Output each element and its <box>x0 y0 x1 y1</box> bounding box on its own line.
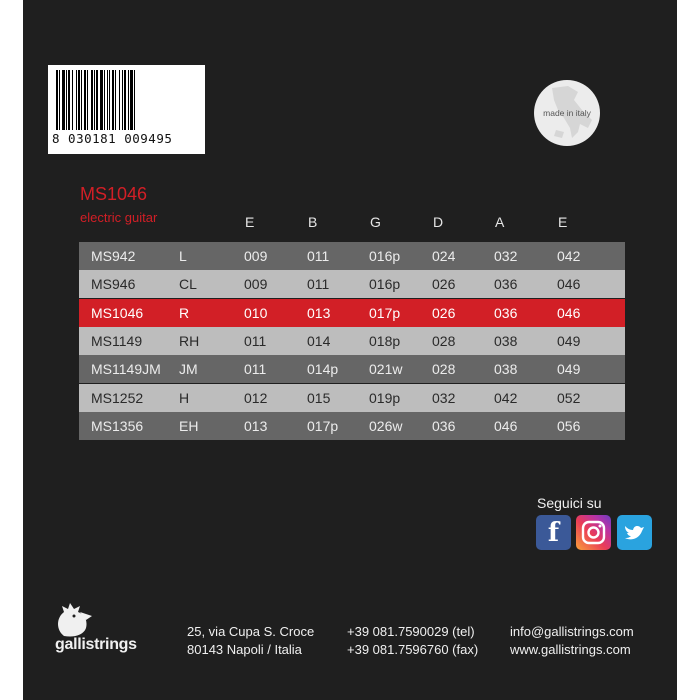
string-header: G <box>370 214 381 230</box>
gauge-cell: 046 <box>557 276 581 293</box>
gauge-cell: 038 <box>494 332 518 349</box>
gauge-cell: 042 <box>494 389 518 406</box>
gauge-table <box>79 242 625 440</box>
brand-name: gallistrings <box>55 636 137 653</box>
rooster-logo-icon <box>50 600 110 640</box>
code-cell: L <box>179 248 187 264</box>
barcode <box>48 65 205 154</box>
gauge-cell: 026 <box>432 276 456 293</box>
code-cell: JM <box>179 361 198 378</box>
twitter-icon[interactable] <box>617 515 652 550</box>
barcode-bars <box>54 70 199 132</box>
code-cell: RH <box>179 332 200 349</box>
phone-fax: +39 081.7596760 (fax) <box>347 642 479 657</box>
gauge-cell: 028 <box>432 332 456 349</box>
gauge-cell: 017p <box>307 417 339 434</box>
code-cell: CL <box>179 276 197 293</box>
social-label: Seguici su <box>537 495 602 511</box>
address-line-2: 80143 Napoli / Italia <box>187 642 302 657</box>
gauge-cell: 032 <box>494 248 518 264</box>
phone-tel: +39 081.7590029 (tel) <box>347 624 475 639</box>
string-header: D <box>433 214 444 230</box>
string-header: E <box>245 214 255 230</box>
gauge-cell: 009 <box>244 276 268 293</box>
gauge-cell: 056 <box>557 417 581 434</box>
table-row <box>79 412 625 440</box>
gauge-cell: 014p <box>307 361 339 378</box>
model-cell: MS1149JM <box>91 361 161 378</box>
gauge-cell: 016p <box>369 248 401 264</box>
code-cell: H <box>179 389 190 406</box>
table-row <box>79 299 625 327</box>
model-cell: MS1149 <box>91 332 143 349</box>
model-cell: MS942 <box>91 248 136 264</box>
model-cell: MS1252 <box>91 389 144 406</box>
gauge-cell: 014 <box>307 332 331 349</box>
table-row <box>79 270 625 298</box>
gauge-cell: 018p <box>369 332 401 349</box>
gauge-cell: 009 <box>244 248 268 264</box>
facebook-icon[interactable] <box>536 515 571 550</box>
made-in-italy-badge <box>534 80 600 146</box>
table-row <box>79 242 625 270</box>
model-cell: MS946 <box>91 276 136 293</box>
gauge-cell: 011 <box>244 361 267 378</box>
table-row <box>79 327 625 355</box>
code-cell: R <box>179 304 190 321</box>
gauge-cell: 026w <box>369 417 403 434</box>
string-header: A <box>495 214 505 230</box>
gauge-cell: 049 <box>557 332 581 349</box>
gauge-cell: 019p <box>369 389 401 406</box>
instagram-icon[interactable] <box>576 515 611 550</box>
gauge-cell: 013 <box>244 417 268 434</box>
gauge-cell: 028 <box>432 361 456 378</box>
table-row <box>79 384 625 412</box>
gauge-cell: 012 <box>244 389 268 406</box>
gauge-cell: 036 <box>494 304 518 321</box>
gauge-cell: 011 <box>307 276 330 293</box>
model-cell: MS1046 <box>91 304 144 321</box>
gauge-cell: 024 <box>432 248 456 264</box>
table-row <box>79 355 625 383</box>
model-title: MS1046 <box>80 184 148 204</box>
string-header: B <box>308 214 318 230</box>
code-cell: EH <box>179 417 199 434</box>
model-cell: MS1356 <box>91 417 144 434</box>
gauge-cell: 049 <box>557 361 581 378</box>
gauge-cell: 021w <box>369 361 403 378</box>
string-header: E <box>558 214 568 230</box>
instagram-glyph <box>576 515 611 550</box>
address-line-1: 25, via Cupa S. Croce <box>187 624 315 639</box>
twitter-bird-glyph <box>617 515 652 550</box>
email-link[interactable]: info@gallistrings.com <box>510 624 634 639</box>
gauge-cell: 038 <box>494 361 518 378</box>
gauge-cell: 015 <box>307 389 331 406</box>
website-link[interactable]: www.gallistrings.com <box>510 642 631 657</box>
gauge-cell: 011 <box>244 332 267 349</box>
gauge-cell: 013 <box>307 304 331 321</box>
facebook-letter: f <box>547 518 560 548</box>
gauge-cell: 016p <box>369 276 401 293</box>
gauge-cell: 011 <box>307 248 330 264</box>
gauge-cell: 042 <box>557 248 581 264</box>
gauge-cell: 046 <box>494 417 518 434</box>
gauge-cell: 052 <box>557 389 581 406</box>
gauge-cell: 046 <box>557 304 581 321</box>
gauge-cell: 017p <box>369 304 401 321</box>
gauge-cell: 036 <box>432 417 456 434</box>
gauge-cell: 032 <box>432 389 456 406</box>
barcode-number: 8 030181 009495 <box>52 131 173 146</box>
gauge-cell: 036 <box>494 276 518 293</box>
made-in-italy-text: made in italy <box>543 108 591 118</box>
model-subtitle: electric guitar <box>80 210 158 225</box>
gauge-cell: 010 <box>244 304 268 321</box>
gauge-cell: 026 <box>432 304 456 321</box>
